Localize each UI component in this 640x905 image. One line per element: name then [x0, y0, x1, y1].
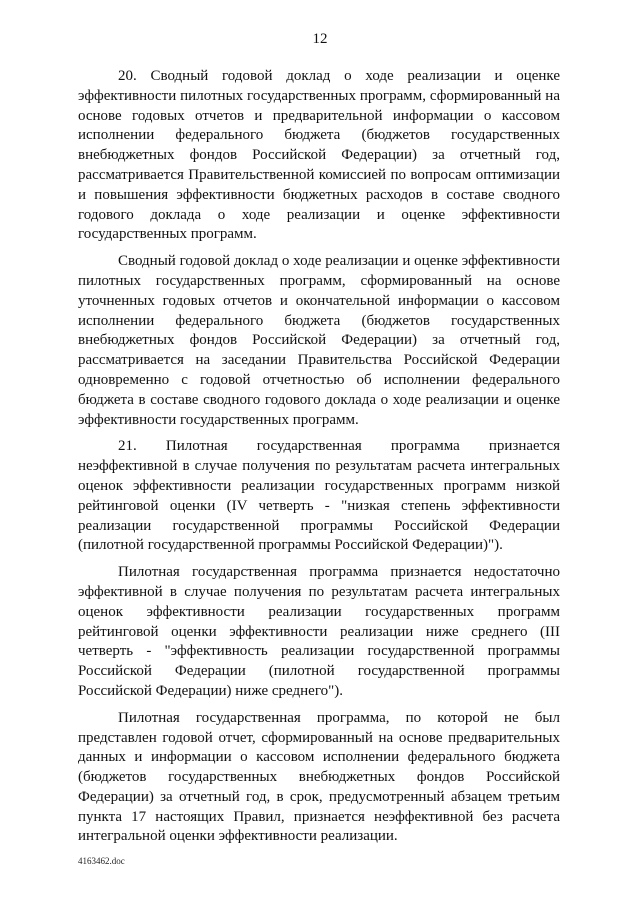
paragraph-21-no-report: Пилотная государственная программа, по которой не был представлен годовой отчет, сформированный на основе предварительных данных и информации о кассовом исполнении федерального бюджета (бюджетов государственных внебюджетных фондов Российской Федерации) за отчетный год, в срок, предусмотренный абзацем третьим пункта 17 настоящих Правил, признается неэффективной без расчета интегральной оценки эффективности реализации. [78, 709, 560, 845]
footer-filename: 4163462.doc [78, 856, 125, 866]
paragraph-21: 21. Пилотная государственная программа признается неэффективной в случае получения по результатам расчета интегральных оценок эффективности реализации государственных программ низкой рейтинговой оценки (IV четверть - "низкая степень эффективности реализации государственной программы Российской Федерации (пилотной государственной программы Российской Федерации)"). [78, 438, 560, 554]
paragraph-21-insufficient: Пилотная государственная программа признается недостаточно эффективной в случае получения по результатам расчета интегральных оценок эффективности реализации государственных программ рейтинговой оценки эффективности реализации ниже среднего (III четверть - "эффективность реализации государственной программы Российской Федерации (пилотной государственной программы Российской Федерации) ниже среднего"). [78, 564, 560, 699]
document-body [78, 67, 560, 854]
paragraph-20-continued: Сводный годовой доклад о ходе реализации и оценке эффективности пилотных государственных программ, сформированный на основе уточненных годовых отчетов и окончательной информации о кассовом исполнении федерального бюджета (бюджетов государственных внебюджетных фондов Российской Федерации) за отчетный год, рассматривается на заседании Правительства Российской Федерации одновременно с годовой отчетностью об исполнении федерального бюджета в составе сводного годового доклада о ходе реализации и оценке эффективности государственных программ. [78, 253, 560, 428]
page-number: 12 [312, 31, 328, 47]
paragraph-20: 20. Сводный годовой доклад о ходе реализации и оценке эффективности пилотных государственных программ, сформированный на основе годовых отчетов и предварительной информации о кассовом исполнении федерального бюджета (бюджетов государственных внебюджетных фондов Российской Федерации) за отчетный год, рассматривается Правительственной комиссией по вопросам оптимизации и повышения эффективности бюджетных расходов в составе сводного годового доклада о ходе реализации и оценке эффективности государственных программ. [78, 68, 560, 243]
